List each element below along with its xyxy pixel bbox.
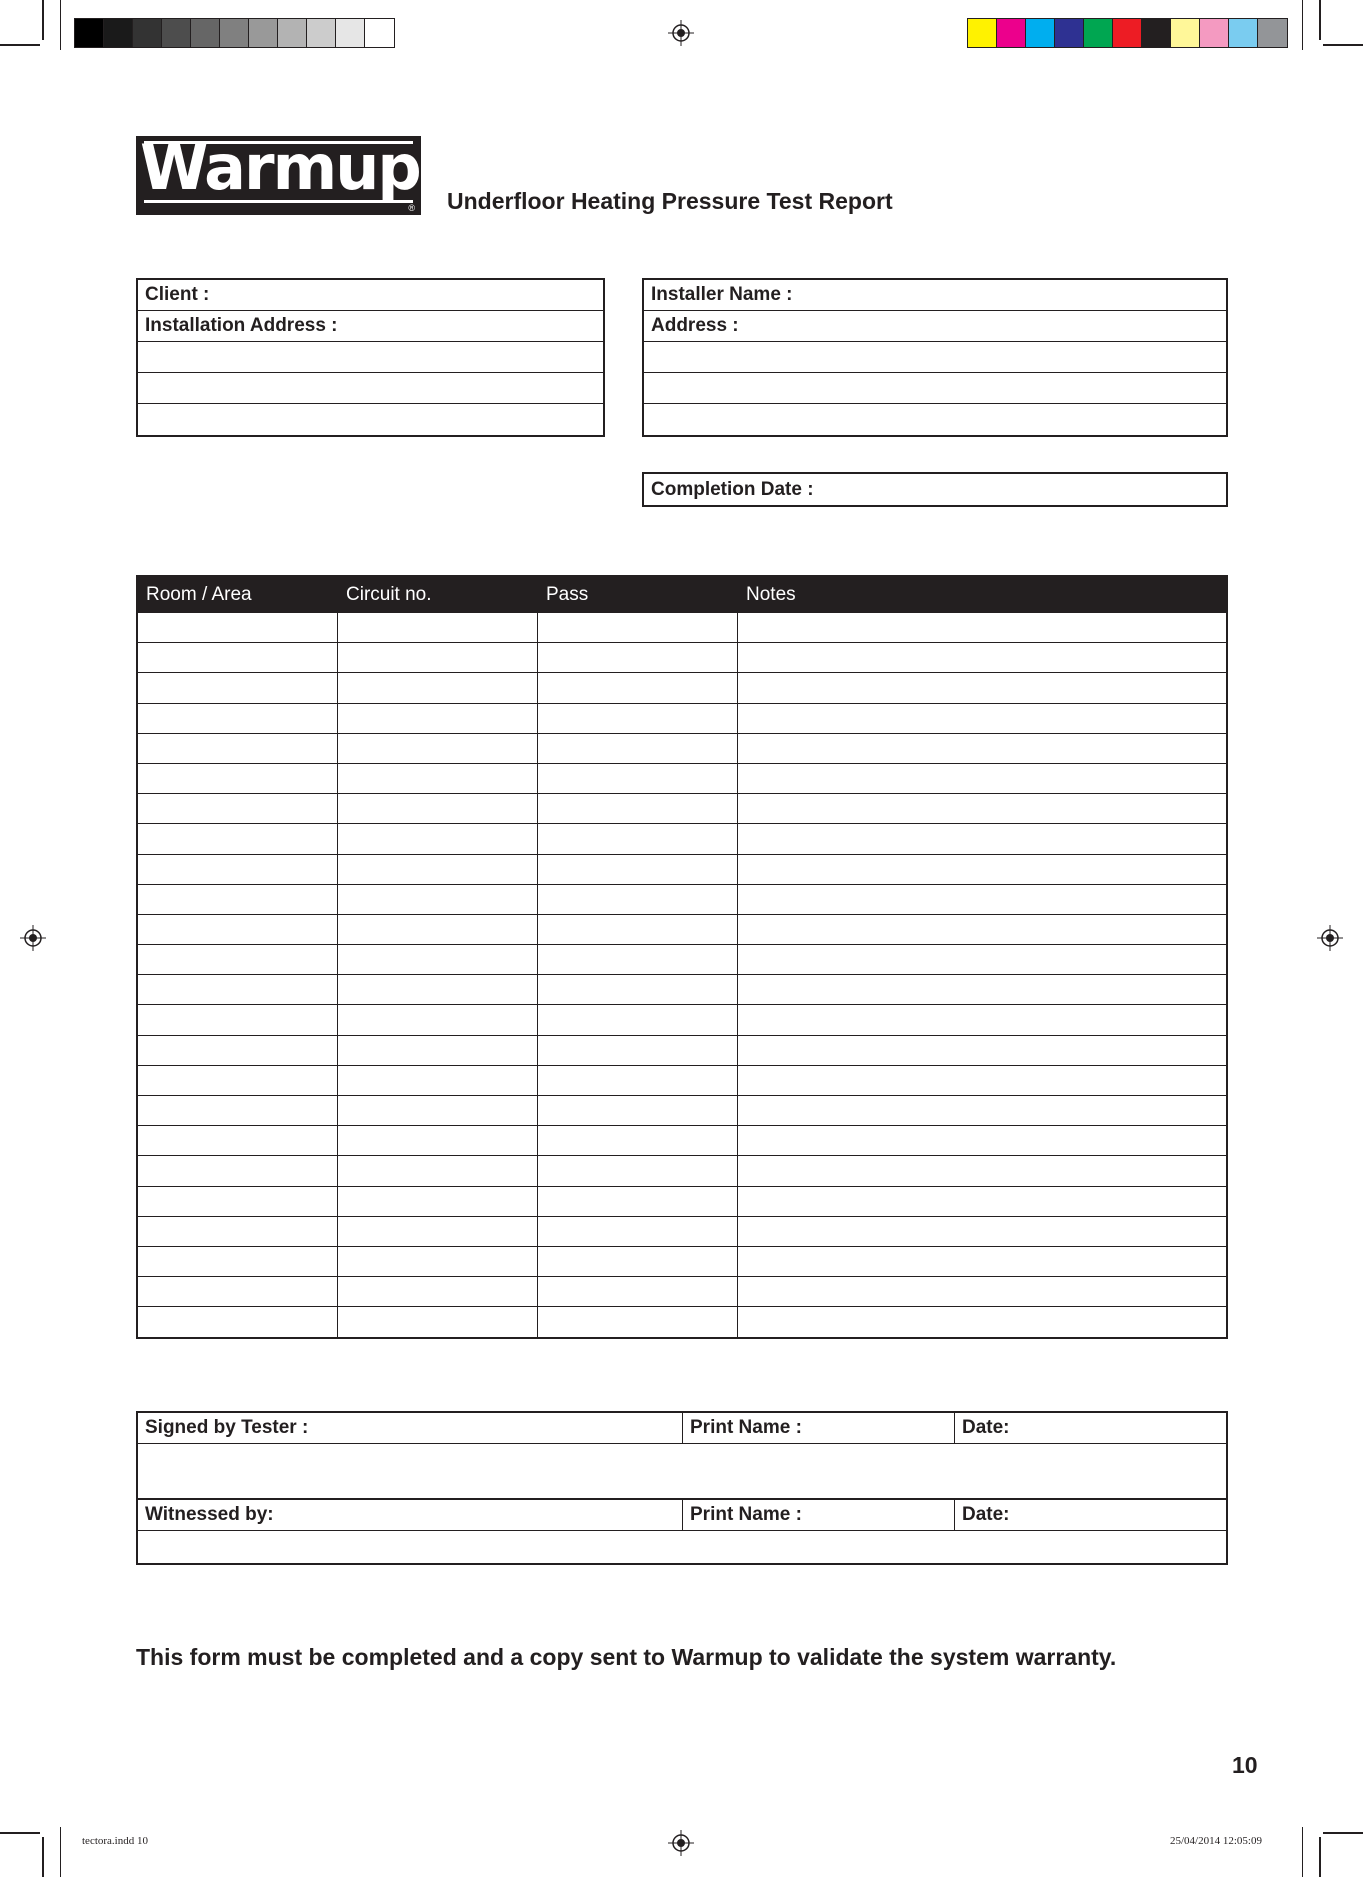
circuit-no-cell[interactable] <box>338 1277 538 1306</box>
notes-cell[interactable] <box>738 1307 1226 1336</box>
circuit-no-cell[interactable] <box>338 1096 538 1125</box>
color-swatch <box>220 19 249 47</box>
address-line-field[interactable] <box>644 373 1226 404</box>
circuit-no-cell[interactable] <box>338 794 538 823</box>
color-swatch <box>1229 19 1258 47</box>
notes-cell[interactable] <box>738 734 1226 763</box>
pass-cell[interactable] <box>538 915 738 944</box>
page-number: 10 <box>1232 1752 1258 1778</box>
color-swatch <box>307 19 336 47</box>
pass-cell[interactable] <box>538 1096 738 1125</box>
slug-file-info: tectora.indd 10 <box>82 1835 148 1847</box>
room-area-cell[interactable] <box>138 1096 338 1125</box>
color-swatch <box>1142 19 1171 47</box>
signed-by-tester-field[interactable] <box>138 1413 683 1443</box>
room-area-cell[interactable] <box>138 643 338 672</box>
notes-cell[interactable] <box>738 673 1226 702</box>
color-swatch <box>997 19 1026 47</box>
color-swatch <box>968 19 997 47</box>
color-swatch <box>249 19 278 47</box>
circuit-no-cell[interactable] <box>338 915 538 944</box>
client-field[interactable] <box>138 280 603 311</box>
column-header-circuit: Circuit no. <box>346 583 432 605</box>
table-header <box>138 577 1226 612</box>
table-row <box>138 1276 1226 1306</box>
circuit-no-cell[interactable] <box>338 1156 538 1185</box>
pass-cell[interactable] <box>538 1277 738 1306</box>
registration-mark-icon <box>20 925 46 951</box>
pass-cell[interactable] <box>538 975 738 1004</box>
completion-date-box <box>642 472 1228 507</box>
notes-cell[interactable] <box>738 824 1226 853</box>
circuit-no-cell[interactable] <box>338 1005 538 1034</box>
table-row <box>138 1155 1226 1185</box>
pass-cell[interactable] <box>538 734 738 763</box>
pass-cell[interactable] <box>538 1307 738 1336</box>
address-line-field[interactable] <box>644 342 1226 373</box>
crop-mark <box>1302 0 1303 50</box>
room-area-cell[interactable] <box>138 975 338 1004</box>
notes-cell[interactable] <box>738 1126 1226 1155</box>
address-line-field[interactable] <box>138 342 603 373</box>
warranty-note: This form must be completed and a copy sent to Warmup to validate the system warranty. <box>136 1644 1117 1670</box>
crop-mark <box>1319 0 1321 40</box>
circuit-no-cell[interactable] <box>338 885 538 914</box>
installer-name-label: Installer Name : <box>651 284 793 305</box>
circuit-no-cell[interactable] <box>338 613 538 642</box>
notes-cell[interactable] <box>738 945 1226 974</box>
room-area-cell[interactable] <box>138 704 338 733</box>
circuit-no-cell[interactable] <box>338 704 538 733</box>
notes-cell[interactable] <box>738 975 1226 1004</box>
address-line-field[interactable] <box>138 404 603 435</box>
installation-address-label: Installation Address : <box>145 315 338 336</box>
circuit-no-cell[interactable] <box>338 1217 538 1246</box>
column-header-room: Room / Area <box>146 583 252 605</box>
room-area-cell[interactable] <box>138 855 338 884</box>
room-area-cell[interactable] <box>138 1217 338 1246</box>
notes-cell[interactable] <box>738 704 1226 733</box>
pass-cell[interactable] <box>538 643 738 672</box>
crop-mark <box>0 44 40 46</box>
color-swatch <box>278 19 307 47</box>
circuit-no-cell[interactable] <box>338 975 538 1004</box>
room-area-cell[interactable] <box>138 1307 338 1336</box>
completion-date-field[interactable] <box>644 474 1226 505</box>
table-row <box>138 642 1226 672</box>
circuit-no-cell[interactable] <box>338 764 538 793</box>
table-row <box>138 793 1226 823</box>
client-details-box <box>136 278 605 437</box>
witness-signature-area[interactable] <box>138 1531 1226 1563</box>
table-row <box>138 733 1226 763</box>
color-swatch <box>365 19 394 47</box>
color-swatch <box>104 19 133 47</box>
table-row <box>138 914 1226 944</box>
address-line-field[interactable] <box>644 404 1226 435</box>
circuit-no-cell[interactable] <box>338 1036 538 1065</box>
pass-cell[interactable] <box>538 1005 738 1034</box>
notes-cell[interactable] <box>738 915 1226 944</box>
page-title: Underfloor Heating Pressure Test Report <box>447 188 893 214</box>
pass-cell[interactable] <box>538 1247 738 1276</box>
room-area-cell[interactable] <box>138 1187 338 1216</box>
pass-cell[interactable] <box>538 613 738 642</box>
installer-address-label: Address : <box>651 315 739 336</box>
room-area-cell[interactable] <box>138 915 338 944</box>
tester-row <box>138 1413 1226 1444</box>
table-row <box>138 1125 1226 1155</box>
crop-mark <box>1323 1832 1363 1834</box>
circuit-no-cell[interactable] <box>338 643 538 672</box>
notes-cell[interactable] <box>738 1277 1226 1306</box>
pass-cell[interactable] <box>538 945 738 974</box>
notes-cell[interactable] <box>738 855 1226 884</box>
pressure-test-table <box>136 575 1228 1339</box>
column-header-notes: Notes <box>746 583 796 605</box>
color-swatch <box>191 19 220 47</box>
table-row <box>138 1004 1226 1034</box>
crop-mark <box>0 1832 40 1834</box>
pass-cell[interactable] <box>538 764 738 793</box>
process-color-bar <box>967 18 1288 48</box>
room-area-cell[interactable] <box>138 1005 338 1034</box>
address-line-field[interactable] <box>138 373 603 404</box>
table-row <box>138 854 1226 884</box>
pass-cell[interactable] <box>538 794 738 823</box>
table-row <box>138 1186 1226 1216</box>
color-swatch <box>1113 19 1142 47</box>
crop-mark <box>1323 44 1363 46</box>
room-area-cell[interactable] <box>138 794 338 823</box>
room-area-cell[interactable] <box>138 1277 338 1306</box>
room-area-cell[interactable] <box>138 1247 338 1276</box>
pass-cell[interactable] <box>538 704 738 733</box>
notes-cell[interactable] <box>738 1247 1226 1276</box>
notes-cell[interactable] <box>738 1187 1226 1216</box>
room-area-cell[interactable] <box>138 764 338 793</box>
table-row <box>138 703 1226 733</box>
color-swatch <box>1055 19 1084 47</box>
witnessed-by-label: Witnessed by: <box>145 1504 274 1525</box>
tester-print-name-field[interactable] <box>683 1413 955 1443</box>
witness-row <box>138 1500 1226 1531</box>
tester-date-field[interactable] <box>955 1413 1226 1443</box>
circuit-no-cell[interactable] <box>338 1307 538 1336</box>
table-row <box>138 1035 1226 1065</box>
pass-cell[interactable] <box>538 673 738 702</box>
crop-mark <box>60 0 61 50</box>
pass-cell[interactable] <box>538 1217 738 1246</box>
crop-mark <box>1319 1837 1321 1877</box>
table-row <box>138 1216 1226 1246</box>
color-swatch <box>1200 19 1229 47</box>
circuit-no-cell[interactable] <box>338 1247 538 1276</box>
color-swatch <box>1026 19 1055 47</box>
pass-cell[interactable] <box>538 824 738 853</box>
date-label: Date: <box>962 1504 1010 1525</box>
circuit-no-cell[interactable] <box>338 1066 538 1095</box>
installer-details-box <box>642 278 1228 437</box>
room-area-cell[interactable] <box>138 1066 338 1095</box>
logo-text: Warmup <box>140 131 420 204</box>
crop-mark <box>42 1837 44 1877</box>
tester-signature-area[interactable] <box>138 1444 1226 1500</box>
registration-mark-icon <box>668 1830 694 1856</box>
completion-date-label: Completion Date : <box>651 478 814 500</box>
notes-cell[interactable] <box>738 794 1226 823</box>
signoff-box <box>136 1411 1228 1565</box>
table-row <box>138 823 1226 853</box>
notes-cell[interactable] <box>738 764 1226 793</box>
color-swatch <box>1258 19 1287 47</box>
room-area-cell[interactable] <box>138 945 338 974</box>
column-header-pass: Pass <box>546 583 589 605</box>
notes-cell[interactable] <box>738 643 1226 672</box>
pass-cell[interactable] <box>538 885 738 914</box>
room-area-cell[interactable] <box>138 734 338 763</box>
room-area-cell[interactable] <box>138 673 338 702</box>
pass-cell[interactable] <box>538 1126 738 1155</box>
print-name-label: Print Name : <box>690 1504 802 1525</box>
room-area-cell[interactable] <box>138 613 338 642</box>
signed-by-tester-label: Signed by Tester : <box>145 1417 309 1438</box>
room-area-cell[interactable] <box>138 1156 338 1185</box>
registration-mark-icon <box>1317 925 1343 951</box>
witness-date-field[interactable] <box>955 1500 1226 1530</box>
circuit-no-cell[interactable] <box>338 673 538 702</box>
pass-cell[interactable] <box>538 1156 738 1185</box>
witnessed-by-field[interactable] <box>138 1500 683 1530</box>
pass-cell[interactable] <box>538 1187 738 1216</box>
installer-address-field[interactable] <box>644 311 1226 342</box>
warmup-logo <box>136 131 421 215</box>
installer-name-field[interactable] <box>644 280 1226 311</box>
circuit-no-cell[interactable] <box>338 855 538 884</box>
notes-cell[interactable] <box>738 1036 1226 1065</box>
table-row <box>138 1065 1226 1095</box>
table-body <box>138 612 1226 1337</box>
color-swatch <box>1171 19 1200 47</box>
table-row <box>138 944 1226 974</box>
table-row <box>138 672 1226 702</box>
table-row <box>138 1095 1226 1125</box>
color-swatch <box>1084 19 1113 47</box>
color-swatch <box>162 19 191 47</box>
circuit-no-cell[interactable] <box>338 734 538 763</box>
client-label: Client : <box>145 284 210 305</box>
circuit-no-cell[interactable] <box>338 824 538 853</box>
notes-cell[interactable] <box>738 613 1226 642</box>
slug-timestamp: 25/04/2014 12:05:09 <box>1170 1835 1262 1847</box>
table-row <box>138 974 1226 1004</box>
crop-mark <box>60 1827 61 1877</box>
installation-address-field[interactable] <box>138 311 603 342</box>
color-swatch <box>133 19 162 47</box>
notes-cell[interactable] <box>738 1156 1226 1185</box>
notes-cell[interactable] <box>738 1217 1226 1246</box>
color-swatch <box>75 19 104 47</box>
notes-cell[interactable] <box>738 885 1226 914</box>
table-row <box>138 1306 1226 1336</box>
notes-cell[interactable] <box>738 1066 1226 1095</box>
notes-cell[interactable] <box>738 1005 1226 1034</box>
crop-mark <box>42 0 44 40</box>
table-row <box>138 1246 1226 1276</box>
date-label: Date: <box>962 1417 1010 1438</box>
registration-mark-icon <box>668 20 694 46</box>
circuit-no-cell[interactable] <box>338 945 538 974</box>
pass-cell[interactable] <box>538 855 738 884</box>
room-area-cell[interactable] <box>138 1036 338 1065</box>
color-swatch <box>336 19 365 47</box>
notes-cell[interactable] <box>738 1096 1226 1125</box>
circuit-no-cell[interactable] <box>338 1126 538 1155</box>
circuit-no-cell[interactable] <box>338 1187 538 1216</box>
print-name-label: Print Name : <box>690 1417 802 1438</box>
room-area-cell[interactable] <box>138 885 338 914</box>
room-area-cell[interactable] <box>138 824 338 853</box>
crop-mark <box>1302 1827 1303 1877</box>
pass-cell[interactable] <box>538 1066 738 1095</box>
grayscale-color-bar <box>74 18 395 48</box>
room-area-cell[interactable] <box>138 1126 338 1155</box>
witness-print-name-field[interactable] <box>683 1500 955 1530</box>
logo-registered-mark: ® <box>408 203 415 213</box>
table-row <box>138 612 1226 642</box>
table-row <box>138 763 1226 793</box>
pass-cell[interactable] <box>538 1036 738 1065</box>
table-row <box>138 884 1226 914</box>
